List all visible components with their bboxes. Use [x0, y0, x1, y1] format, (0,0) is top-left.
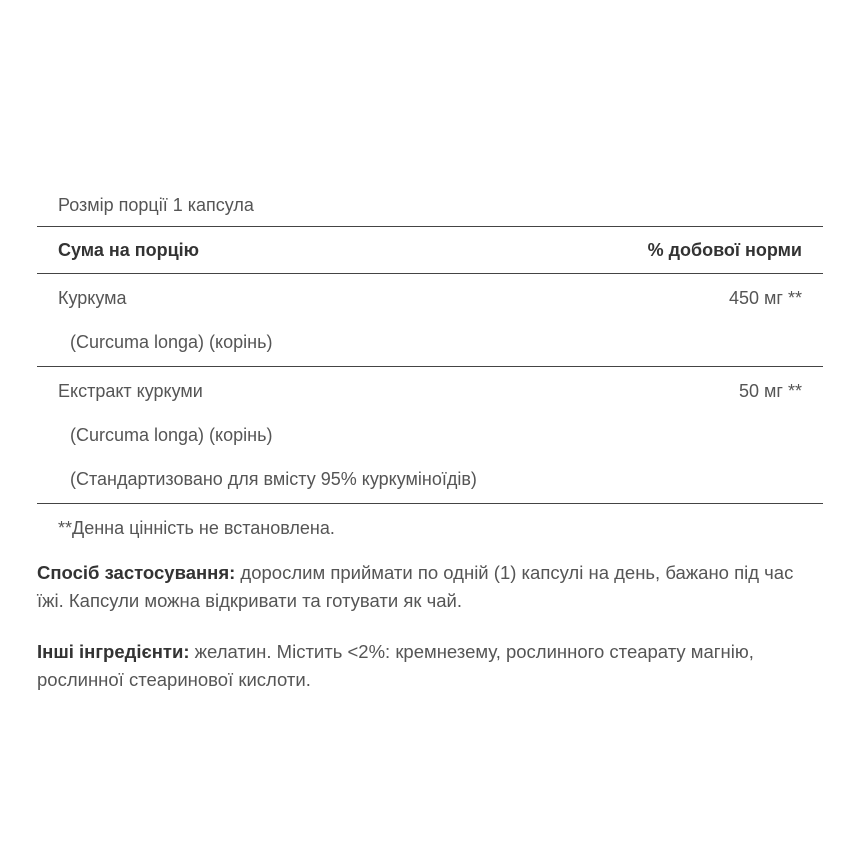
other-ingredients-paragraph [37, 638, 817, 694]
ingredient-detail: (Curcuma longa) (корінь) [70, 331, 273, 352]
table-row [37, 457, 823, 501]
ingredient-name: Екстракт куркуми [58, 380, 203, 401]
footnote: **Денна цінність не встановлена. [58, 518, 335, 538]
amount-per-serving-header: Сума на порцію [58, 239, 200, 260]
table-row [37, 320, 823, 364]
ingredient-group-turmeric-extract [37, 367, 823, 503]
table-row [37, 276, 823, 320]
ingredient-amount: 50 мг ** [739, 380, 802, 401]
ingredient-detail: (Стандартизовано для вмісту 95% куркуміноїдів) [70, 468, 477, 489]
directions-label: Спосіб застосування: [37, 562, 236, 583]
directions-paragraph [37, 559, 817, 615]
ingredient-name: Куркума [58, 287, 127, 308]
table-row [37, 413, 823, 457]
ingredient-group-turmeric [37, 274, 823, 366]
ingredient-detail: (Curcuma longa) (корінь) [70, 424, 273, 445]
directions-text: дорослим приймати по одній (1) капсулі на день, бажано під час їжі. Капсули можна відкривати та готувати як чай. [37, 562, 794, 611]
table-row [37, 369, 823, 413]
serving-size: Розмір порції 1 капсула [58, 195, 254, 215]
daily-value-header: % добової норми [647, 239, 802, 260]
other-ingredients-text: желатин. Містить <2%: кремнезему, рослинного стеарату магнію, рослинної стеаринової кислоти. [37, 641, 754, 690]
supplement-facts-table [37, 184, 823, 552]
ingredient-amount: 450 мг ** [729, 287, 802, 308]
table-header [37, 227, 823, 273]
other-ingredients-label: Інші інгредієнти: [37, 641, 190, 662]
